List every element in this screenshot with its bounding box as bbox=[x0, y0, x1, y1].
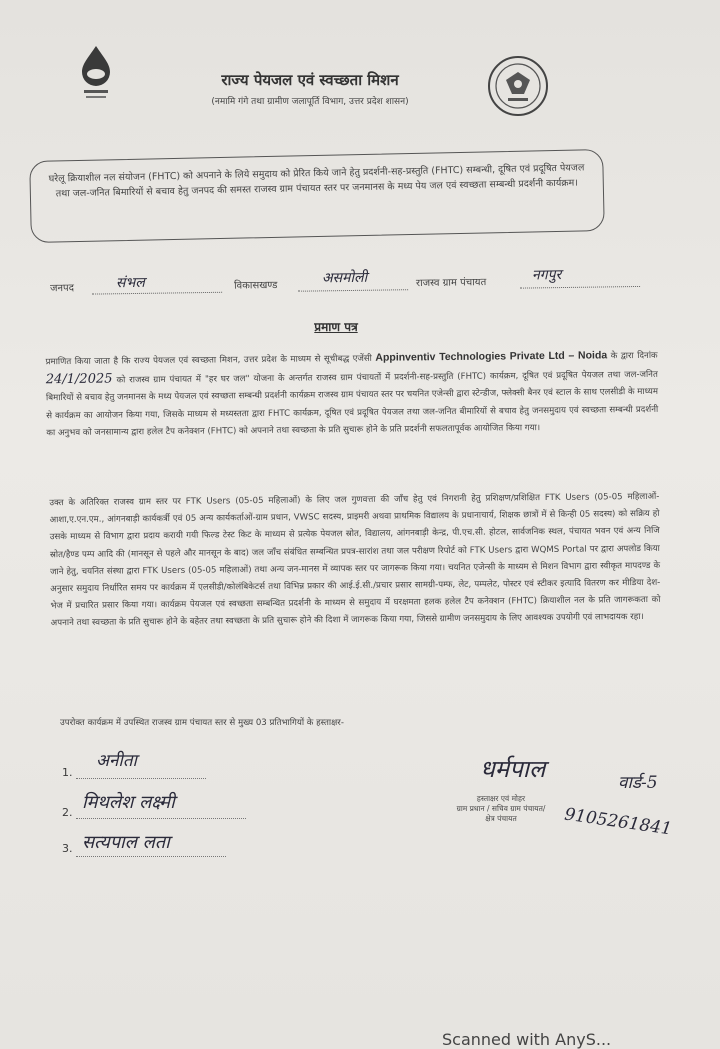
participants-intro: उपरोक्त कार्यक्रम में उपस्थित राजस्व ग्राम पंचायत स्तर से मुख्य 03 प्रतिभागियों के हस्ताक्षर- bbox=[60, 718, 344, 728]
participant-1-signature: अनीता bbox=[96, 751, 137, 771]
up-govt-seal-icon bbox=[486, 54, 550, 118]
participant-3-line bbox=[76, 856, 226, 857]
participant-2-signature: मिथलेश लक्ष्मी bbox=[82, 792, 175, 813]
panchayat-value: नगपुर bbox=[531, 267, 562, 284]
signatory-line-2: ग्राम प्रधान / सचिव ग्राम पंचायत/ bbox=[456, 804, 546, 813]
scanner-watermark: Scanned with AnyS... bbox=[442, 1030, 612, 1049]
header-subtitle: (नमामि गंगे तथा ग्रामीण जलापूर्ति विभाग, उत्तर प्रदेश शासन) bbox=[211, 97, 409, 107]
ward-number: वार्ड-5 bbox=[618, 773, 658, 793]
panchayat-label: राजस्व ग्राम पंचायत bbox=[415, 277, 487, 290]
participant-2-number: 2. bbox=[62, 806, 73, 819]
location-fields bbox=[50, 264, 650, 302]
certificate-paragraph-1 bbox=[46, 347, 659, 442]
event-date: 24/1/2025 bbox=[45, 371, 113, 388]
participants-section bbox=[60, 716, 440, 731]
participant-3-number: 3. bbox=[62, 842, 73, 855]
panchayat-line bbox=[520, 286, 640, 289]
program-description-box bbox=[29, 149, 605, 243]
para2-body: उक्त के अतिरिक्त राजस्व ग्राम स्तर पर FTK Users (05-05 महिलाओं) के लिए जल गुणवत्ता की जाँच हेतु एवं निगरानी हेतु प्रशिक्षण/प्रशिक्षित FTK Users (05-05 महिलाओं-आशा,ए.एन.एम., आंगनबाड़ी कार्यकर्त्री एवं 05 अन्य कार्यकर्ताओं-ग्राम प्रधान, VWSC सदस्य, प्राइमरी अथवा प्राथमिक विद्यालय के प्रधानाचार्य, शिक्षक छात्रों में से किन्ही 05 सदस्य) को सक्रिय हो उसके माध्यम से विभाग द्वारा प्रदाय करायी गयी फिल्ड टेस्ट किट के माध्यम से प्रत्येक पेयजल स्रोत, विद्यालय, आंगनबाड़ी केन्द्र, पी.एच.सी. होटल, सार्वजनिक स्थल, पंचायत भवन एवं अन्य निजि स्रोत/हैण्ड पम्प आदि की (मानसून से पहले और मानसून के बाद) जल जाँच संबंधित सम्बन्धित प्रपत्र-सारांश तथा जल परीक्षण रिपोर्ट को FTK Users द्वारा WQMS Portal पर द्वारा अपलोड किया जाने हेतु, चयनित संस्था द्वारा FTK Users (05-05 महिलाओं) तथा अन्य जन-मानस में व्यापक स्तर पर जागरूक किया गया। चयनित एजेन्सी के माध्यम से मिशन विभाग द्वारा स्वीकृत मापदण्ड के अनुसार समुदाय निर्धारित समय पर कार्यक्रम में एलसीडी/कोलंबिकेटर्स तथा विभिन्न प्रकार की आई.ई.सी./प्रचार प्रसार सामग्री-पम्फ, लेट, पम्पलेट, पोस्टर एवं स्टीकर इत्यादि वितरण कर मीडिया देश-भेज में प्रचारित प्रसार किया गया। कार्यक्रम पेयजल एवं स्वच्छता सम्बन्धित प्रदर्शनी के माध्यम से समुदाय में घरक्षमता हलक हलेल टैप कनेक्शन (FHTC) क्रियाशील नल के प्रति जागरूकता को अपनाने तथा स्वच्छता के प्रति सुचारू होने के बहेतर तथा स्वच्छता के प्रति सुचारू होने की दिशा में जागरूक किया गया, जिससे ग्रामीण जनसमुदाय के लिए आवश्यक उपयोगी एवं लाभदायक रहा। bbox=[49, 491, 661, 629]
district-line bbox=[92, 292, 222, 295]
signatory-line-3: क्षेत्र पंचायत bbox=[485, 814, 517, 823]
para1-date-prefix: के द्वारा दिनांक bbox=[610, 350, 658, 362]
participant-3-signature: सत्यपाल लता bbox=[82, 832, 170, 853]
pradhan-phone: 9105261841 bbox=[563, 804, 674, 840]
para1-intro: प्रमाणित किया जाता है कि राज्य पेयजल एवं स्वच्छता मिशन, उत्तर प्रदेश के माध्यम से सूचीबद्ध एजेंसी bbox=[45, 353, 372, 368]
district-value: संभल bbox=[115, 274, 145, 292]
participant-2-line bbox=[76, 818, 246, 819]
block-value: असमोली bbox=[321, 269, 368, 287]
pradhan-signature: धर्मपाल bbox=[480, 755, 546, 783]
jal-mission-logo-icon bbox=[74, 44, 118, 104]
certificate-title: प्रमाण पत्र bbox=[314, 320, 358, 334]
participant-1-number: 1. bbox=[62, 766, 73, 779]
block-line bbox=[298, 289, 408, 292]
signatory-block bbox=[436, 794, 566, 824]
signatory-line-1: हस्ताक्षर एवं मोहर bbox=[476, 794, 526, 803]
certificate-paragraph-2 bbox=[49, 489, 660, 633]
block-label: विकासखण्ड bbox=[233, 280, 278, 292]
header-title: राज्य पेयजल एवं स्वच्छता मिशन bbox=[221, 71, 399, 89]
participant-1-line bbox=[76, 778, 206, 779]
district-label: जनपद bbox=[49, 282, 75, 295]
agency-name: Appinventiv Technologies Private Ltd – Noida bbox=[375, 349, 608, 364]
para1-body: को राजस्व ग्राम पंचायत में "हर घर जल" योजना के अन्तर्गत राजस्व ग्राम पंचायतों में प्रदर्शनी-सह-प्रस्तुति (FHTC) कार्यक्रम, दूषित एवं प्रदूषित पेयजल तथा जल-जनित बिमारियों से बचाव हेतु जनमानस के मध्य पेयजल एवं स्वच्छता सम्बन्धी प्रदर्शनी कार्यक्रम राजस्व ग्राम पंचायत स्तर पर चयनित एजेन्सी द्वारा स्टेन्डीज, फ्लेक्सी बैनर एवं स्टाल के साथ एलसीडी के माध्यम से कार्यक्रम का आयोजन किया गया, जिसके माध्यम से मध्यस्तता द्वारा FHTC कार्यक्रम, दूषित एवं प्रदूषित पेयजल तथा जल-जनित बीमारियों से बचाव हेतु जनसमुदाय एवं स्वच्छता सम्बन्धी प्रदर्शनी का अनुभव को जनसामान्य द्वारा हलेल टैप कनेक्शन (FHTC) को अपनाने तथा स्वच्छता के प्रति सुचारू होने के प्रति प्रदर्शनी सफलतापूर्वक आयोजित किया गया। bbox=[45, 369, 659, 439]
program-description-text: घरेलू क्रियाशील नल संयोजन (FHTC) को अपनाने के लिये समुदाय को प्रेरित किये जाने हेतु प्रदर्शनी-सह-प्रस्तुति (FHTC) सम्बन्धी, दूषित एवं प्रदूषित पेयजल तथा जल-जनित बिमारियों से बचाव हेतु जनपद की समस्त राजस्व ग्राम पंचायत स्तर पर जनमानस के मध्य पेय जल एवं स्वच्छता सम्बन्धी प्रदर्शनी कार्यक्रम। bbox=[48, 162, 585, 200]
